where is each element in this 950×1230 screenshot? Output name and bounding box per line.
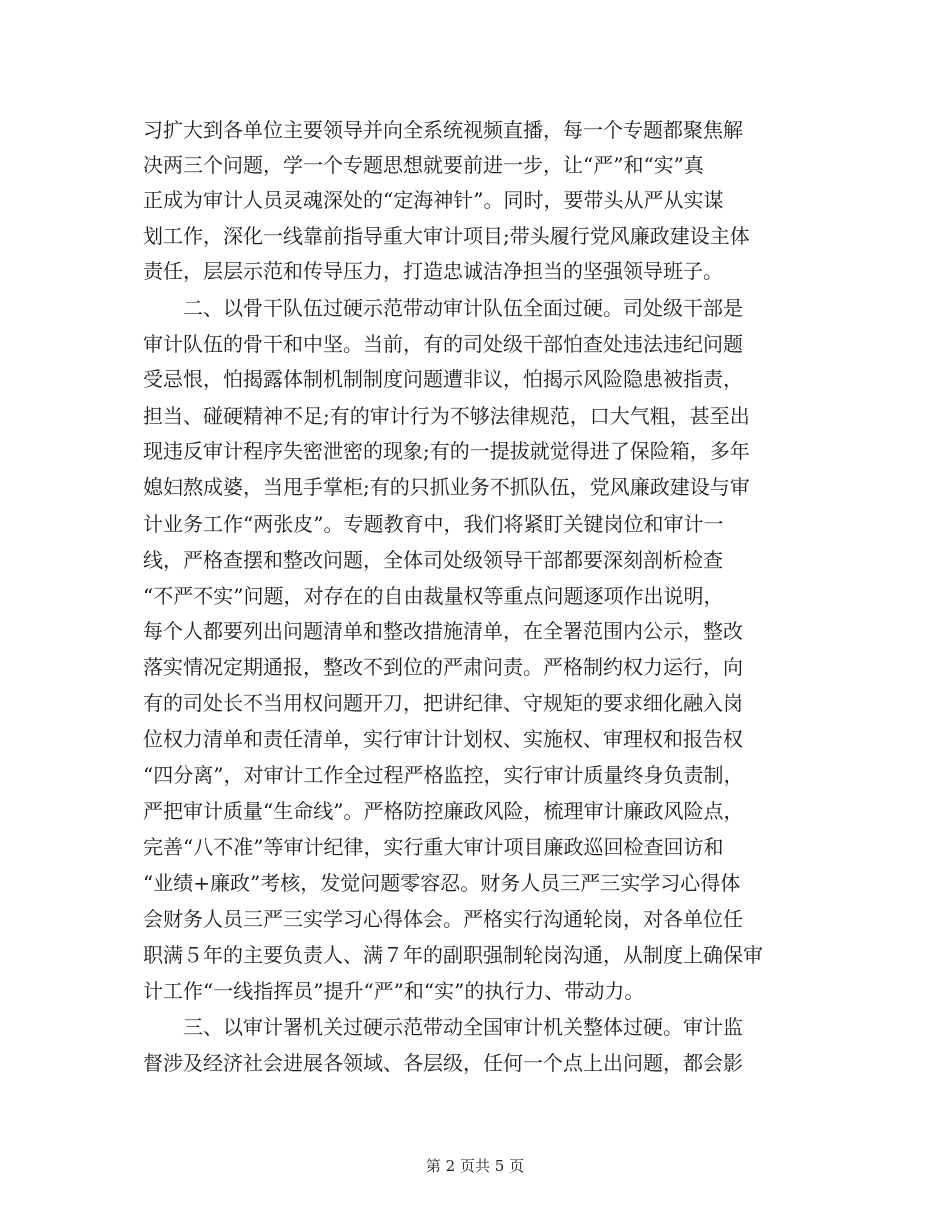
text-line: 职满５年的主要负责人、满７年的副职强制轮岗沟通，从制度上确保审 <box>143 943 763 967</box>
paragraph-start-line: 二、以骨干队伍过硬示范带动审计队伍全面过硬。司处级干部是 <box>183 296 743 320</box>
text-line: 会财务人员三严三实学习心得体会。严格实行沟通轮岗，对各单位任 <box>143 907 743 931</box>
text-line: 担当、碰硬精神不足;有的审计行为不够法律规范，口大气粗，甚至出 <box>143 404 750 428</box>
text-line: 划工作，深化一线靠前指导重大审计项目;带头履行党风廉政建设主体 <box>143 224 750 248</box>
text-line: 线，严格查摆和整改问题，全体司处级领导干部都要深刻剖析检查 <box>143 548 723 572</box>
text-line: 受忌恨，怕揭露体制机制制度问题遭非议，怕揭示风险隐患被指责， <box>143 367 743 391</box>
text-line: 每个人都要列出问题清单和整改措施清单，在全署范围内公示，整改 <box>143 619 743 643</box>
text-line: 媳妇熬成婆，当甩手掌柜;有的只抓业务不抓队伍，党风廉政建设与审 <box>143 475 750 499</box>
text-line: 责任，层层示范和传导压力，打造忠诚洁净担当的坚强领导班子。 <box>143 259 723 283</box>
text-line: “四分离”，对审计工作全过程严格监控，实行审计质量终身负责制， <box>143 763 744 787</box>
text-line: 决两三个问题，学一个专题思想就要前进一步，让“严”和“实”真 <box>143 153 704 177</box>
text-line: 计工作“一线指挥员”提升“严”和“实”的执行力、带动力。 <box>143 979 645 1003</box>
page-footer: 第 2 页共 5 页 <box>425 1157 525 1175</box>
text-line: 督涉及经济社会进展各领域、各层级，任何一个点上出问题，都会影 <box>143 1051 743 1075</box>
text-line: 落实情况定期通报，整改不到位的严肃问责。严格制约权力运行，向 <box>143 655 743 679</box>
text-line: 正成为审计人员灵魂深处的“定海神针”。同时，要带头从严从实谋 <box>143 188 724 212</box>
paragraph-start-line: 三、以审计署机关过硬示范带动全国审计机关整体过硬。审计监 <box>183 1015 743 1039</box>
text-line: 习扩大到各单位主要领导并向全系统视频直播，每一个专题都聚焦解 <box>143 118 743 142</box>
text-line: “业绩+廉政”考核，发觉问题零容忍。财务人员三严三实学习心得体 <box>143 871 741 895</box>
text-line: 有的司处长不当用权问题开刀，把讲纪律、守规矩的要求细化融入岗 <box>143 691 743 715</box>
text-line: “不严不实”问题，对存在的自由裁量权等重点问题逐项作出说明， <box>143 584 724 608</box>
text-line: 位权力清单和责任清单，实行审计计划权、实施权、审理权和报告权 <box>143 727 743 751</box>
text-line: 计业务工作“两张皮”。专题教育中，我们将紧盯关键岗位和审计一 <box>143 512 724 536</box>
text-line: 审计队伍的骨干和中坚。当前，有的司处级干部怕查处违法违纪问题 <box>143 332 743 356</box>
text-line: 现违反审计程序失密泄密的现象;有的一提拔就觉得进了保险箱，多年 <box>143 439 750 463</box>
text-line: 严把审计质量“生命线”。严格防控廉政风险，梳理审计廉政风险点， <box>143 799 744 823</box>
text-line: 完善“八不准”等审计纪律，实行重大审计项目廉政巡回检查回访和 <box>143 835 724 859</box>
